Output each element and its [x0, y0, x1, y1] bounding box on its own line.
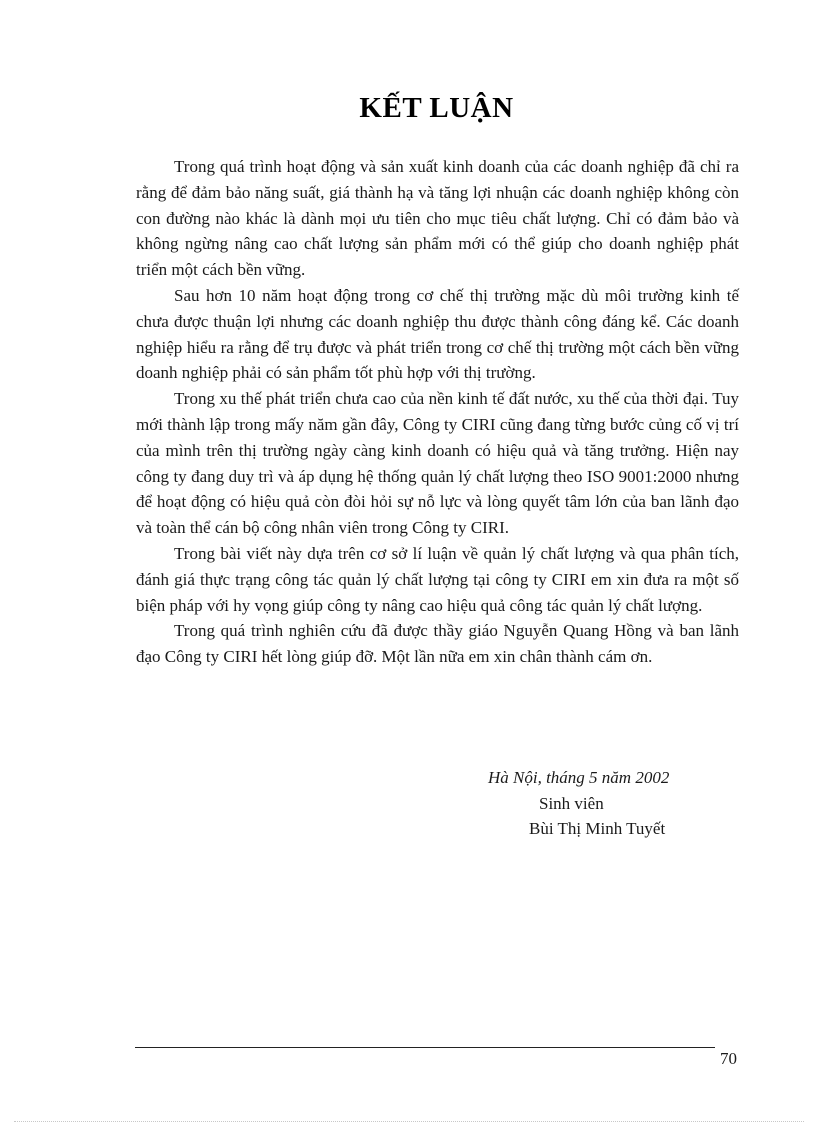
page-title: KẾT LUẬN — [359, 92, 514, 124]
signature-name: Bùi Thị Minh Tuyết — [529, 819, 666, 838]
page-edge-dotted-line — [14, 1121, 804, 1122]
paragraph-5: Trong quá trình nghiên cứu đã được thầy giáo Nguyễn Quang Hồng và ban lãnh đạo Công ty CIRI hết lòng giúp đỡ. Một lần nữa em xin chân thành cám ơn. — [136, 621, 739, 667]
paragraph-1: Trong quá trình hoạt động và sản xuất kinh doanh của các doanh nghiệp đã chỉ ra rằng để đảm bảo năng suất, giá thành hạ và tăng lợi nhuận các doanh nghiệp không còn con đường nào khác là dành mọi ưu tiên cho mục tiêu chất lượng. Chỉ có đảm bảo và không ngừng nâng cao chất lượng sản phẩm mới có thể giúp cho doanh nghiệp phát triển một cách bền vững. — [136, 157, 739, 280]
paragraph-2: Sau hơn 10 năm hoạt động trong cơ chế thị trường mặc dù môi trường kinh tế chưa được thuận lợi nhưng các doanh nghiệp thu được thành công đáng kể. Các doanh nghiệp hiểu ra rằng để trụ được và phát triển trong cơ chế thị trường một cách bền vững doanh nghiệp phải có sản phẩm tốt phù hợp với thị trường. — [136, 285, 739, 383]
footer-divider — [135, 1047, 715, 1048]
page-number: 70 — [720, 1049, 737, 1068]
body-text — [136, 154, 739, 670]
paragraph-3: Trong xu thế phát triển chưa cao của nền kinh tế đất nước, xu thế của thời đại. Tuy mới thành lập trong mấy năm gần đây, Công ty CIRI cũng đang từng bước củng cố vị trí của mình trên thị trường ngày càng kinh doanh có hiệu quả và tăng trưởng. Hiện nay công ty đang duy trì và áp dụng hệ thống quản lý chất lượng theo ISO 9001:2000 nhưng để hoạt động có hiệu quả còn đòi hỏi sự nỗ lực và lòng quyết tâm lớn của ban lãnh đạo và toàn thể cán bộ công nhân viên trong Công ty CIRI. — [136, 389, 739, 538]
paragraph-4: Trong bài viết này dựa trên cơ sở lí luận về quản lý chất lượng và qua phân tích, đánh giá thực trạng công tác quản lý chất lượng tại công ty CIRI em xin đưa ra một số biện pháp với hy vọng giúp công ty nâng cao hiệu quả công tác quản lý chất lượng. — [136, 543, 739, 615]
signature-role: Sinh viên — [539, 793, 604, 813]
signature-place-date: Hà Nội, tháng 5 năm 2002 — [488, 768, 670, 787]
signature-block — [480, 765, 740, 842]
